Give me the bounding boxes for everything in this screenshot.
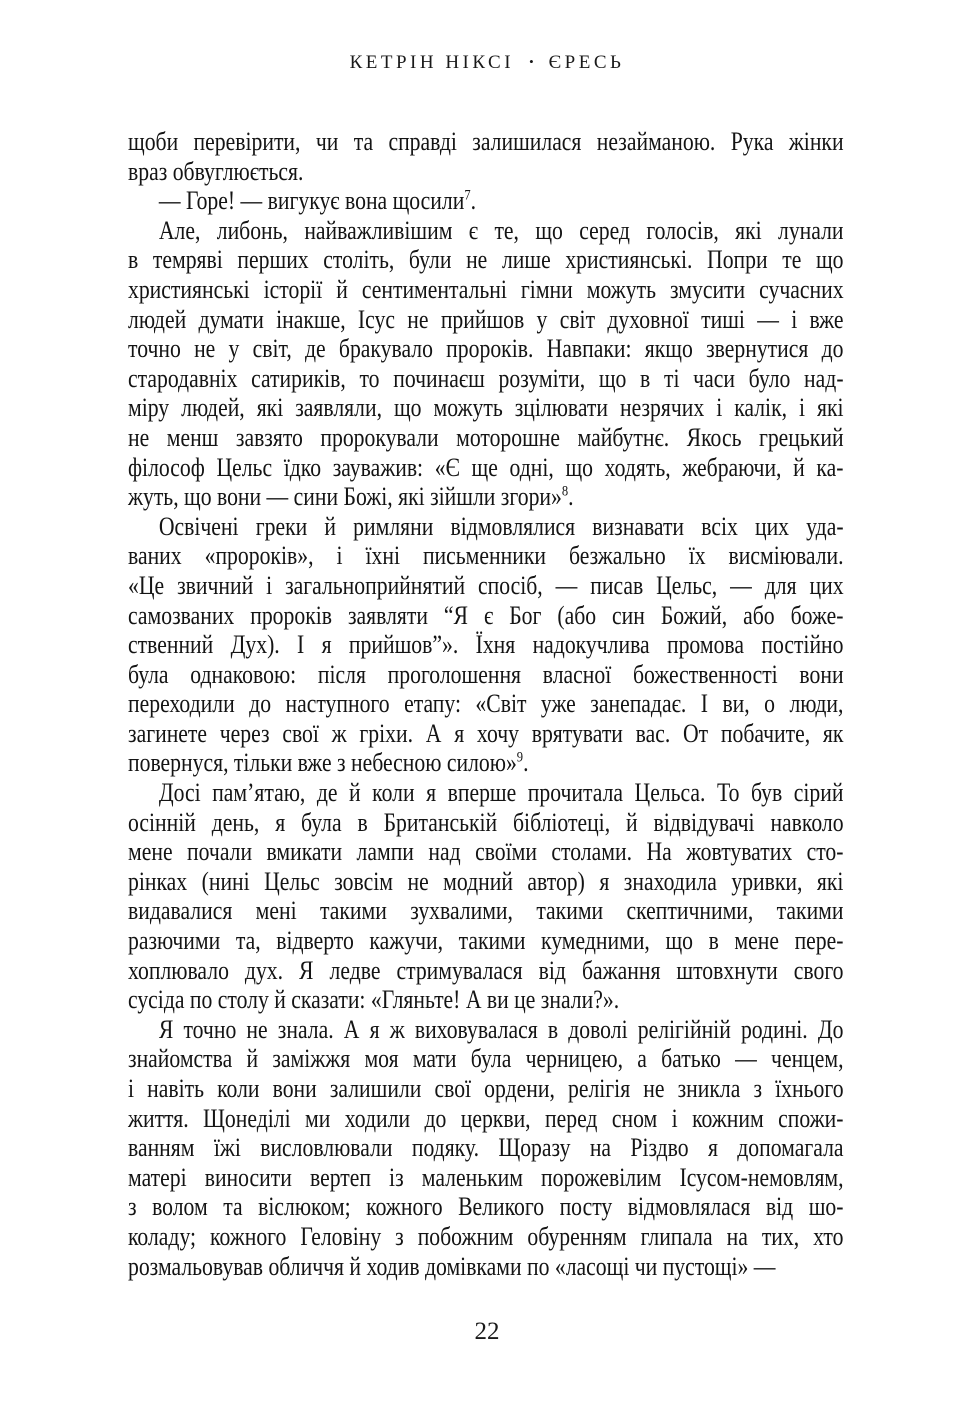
text-line: коладу; кожного Геловіну з побожним обуренням глипала на тих, хто bbox=[128, 1221, 844, 1251]
header-author: КЕТРІН НІКСІ bbox=[349, 52, 515, 73]
text-line: враз обвуглюється. bbox=[128, 156, 304, 186]
text-line: самозваних пророків заявляти “Я є Бог (або син Божий, або боже- bbox=[128, 600, 844, 630]
text-line: з волом та віслюком; кожного Великого посту відмовлялася від шо- bbox=[128, 1192, 844, 1222]
text-line: мене почали вмикати лампи над своїми столами. На жовтуватих сто- bbox=[128, 837, 844, 867]
paragraph bbox=[128, 127, 844, 186]
text-line: сусіда по столу й сказати: «Гляньте! А ви це знали?». bbox=[128, 985, 620, 1015]
text-line: переходили до наступного етапу: «Світ уже занепадає. І ви, о люди, bbox=[128, 689, 844, 719]
text-line: точно не у світ, де бракувало пророків. Навпаки: якщо звернутися до bbox=[128, 334, 844, 364]
page-number: 22 bbox=[474, 1318, 500, 1345]
text-line: ванням їжі висловлювали подяку. Щоразу на Різдво я допомагала bbox=[128, 1133, 844, 1163]
text-line: не менш завзято пророкували моторошне майбутнє. Якось грецький bbox=[128, 422, 844, 452]
text-line: Але, либонь, найважливішим є те, що серед голосів, які лунали bbox=[158, 215, 844, 245]
text-line: загинете через свої ж гріхи. А я хочу врятувати вас. От побачите, як bbox=[128, 718, 844, 748]
text-line: Я точно не знала. А я ж виховувалася в доволі релігійній родині. До bbox=[158, 1014, 844, 1044]
text-line: і навіть коли вони залишили свої ордени, релігія не зникла з їхнього bbox=[128, 1074, 844, 1103]
paragraph bbox=[128, 186, 844, 216]
text-line: філософ Цельс їдко зауважив: «Є ще одні, що ходять, жебраючи, й ка- bbox=[128, 452, 844, 482]
text-body bbox=[128, 127, 844, 1281]
text-line: хоплювало дух. Я ледве стримувалася від бажання штовхнути свого bbox=[128, 955, 844, 985]
paragraph bbox=[128, 1015, 844, 1281]
text-line: матері виносити вертеп із маленьким порожевілим Ісусом-немовлям, bbox=[128, 1162, 844, 1192]
running-header bbox=[0, 52, 974, 74]
text-line: ваних «пророків», і їхні письменники безжально їх висміювали. bbox=[128, 541, 844, 571]
text-line: життя. Щонеділі ми ходили до церкви, перед сном і кожним спожи- bbox=[128, 1103, 844, 1133]
text-line: — Горе! — вигукує вона щосили$^7$. bbox=[158, 186, 477, 216]
text-line: рінках (нині Цельс зовсім не модний автор) я знаходила уривки, які bbox=[128, 866, 844, 896]
text-line: разючими та, відверто кажучи, такими кумедними, що в мене пере- bbox=[128, 926, 844, 956]
text-line: в темряві перших століть, були не лише християнські. Попри те що bbox=[128, 245, 844, 275]
text-line: щоби перевірити, чи та справді залишилася незайманою. Рука жінки bbox=[128, 127, 844, 156]
text-line: була однаковою: після проголошення власної божественності вони bbox=[128, 659, 844, 689]
header-book-title: ЄРЕСЬ bbox=[548, 52, 625, 73]
text-line: ственний Дух). І я прийшов”». Їхня надокучлива промова постійно bbox=[128, 630, 844, 660]
text-line: осінній день, я була в Британській бібліотеці, й відвідувачі навколо bbox=[128, 807, 844, 837]
text-line: міру людей, які заявляли, що можуть зцілювати незрячих і калік, і які bbox=[128, 393, 844, 423]
paragraph bbox=[128, 216, 844, 512]
text-line: Освічені греки й римляни відмовлялися визнавати всіх цих уда- bbox=[158, 511, 844, 541]
text-line: стародавніх сатириків, то починаєш розуміти, що в ті часи було над- bbox=[128, 363, 844, 393]
text-line: жуть, що вони — сини Божі, які зійшли згори»$^8$. bbox=[128, 482, 574, 512]
paragraph bbox=[128, 512, 844, 778]
text-line: людей думати інакше, Ісус не прийшов у світ духовної тиші — і вже bbox=[128, 304, 844, 334]
paragraph bbox=[128, 778, 844, 1015]
text-line: розмальовував обличчя й ходив домівками по «ласощі чи пустощі» — bbox=[128, 1251, 776, 1281]
text-line: Досі пам’ятаю, де й коли я вперше прочитала Цельса. То був сірий bbox=[158, 778, 844, 808]
text-line: повернуся, тільки вже з небесною силою»$^9$. bbox=[128, 748, 529, 778]
bullet-separator-icon: • bbox=[529, 54, 534, 69]
text-line: знайомства й заміжжя моя мати була черницею, а батько — ченцем, bbox=[128, 1044, 844, 1074]
text-line: християнські історії й сентиментальні гімни можуть змусити сучасних bbox=[128, 274, 844, 304]
text-line: видавалися мені такими зухвалими, такими скептичними, такими bbox=[128, 896, 844, 926]
text-line: «Це звичний і загальноприйнятий спосіб, — писав Цельс, — для цих bbox=[128, 570, 844, 600]
